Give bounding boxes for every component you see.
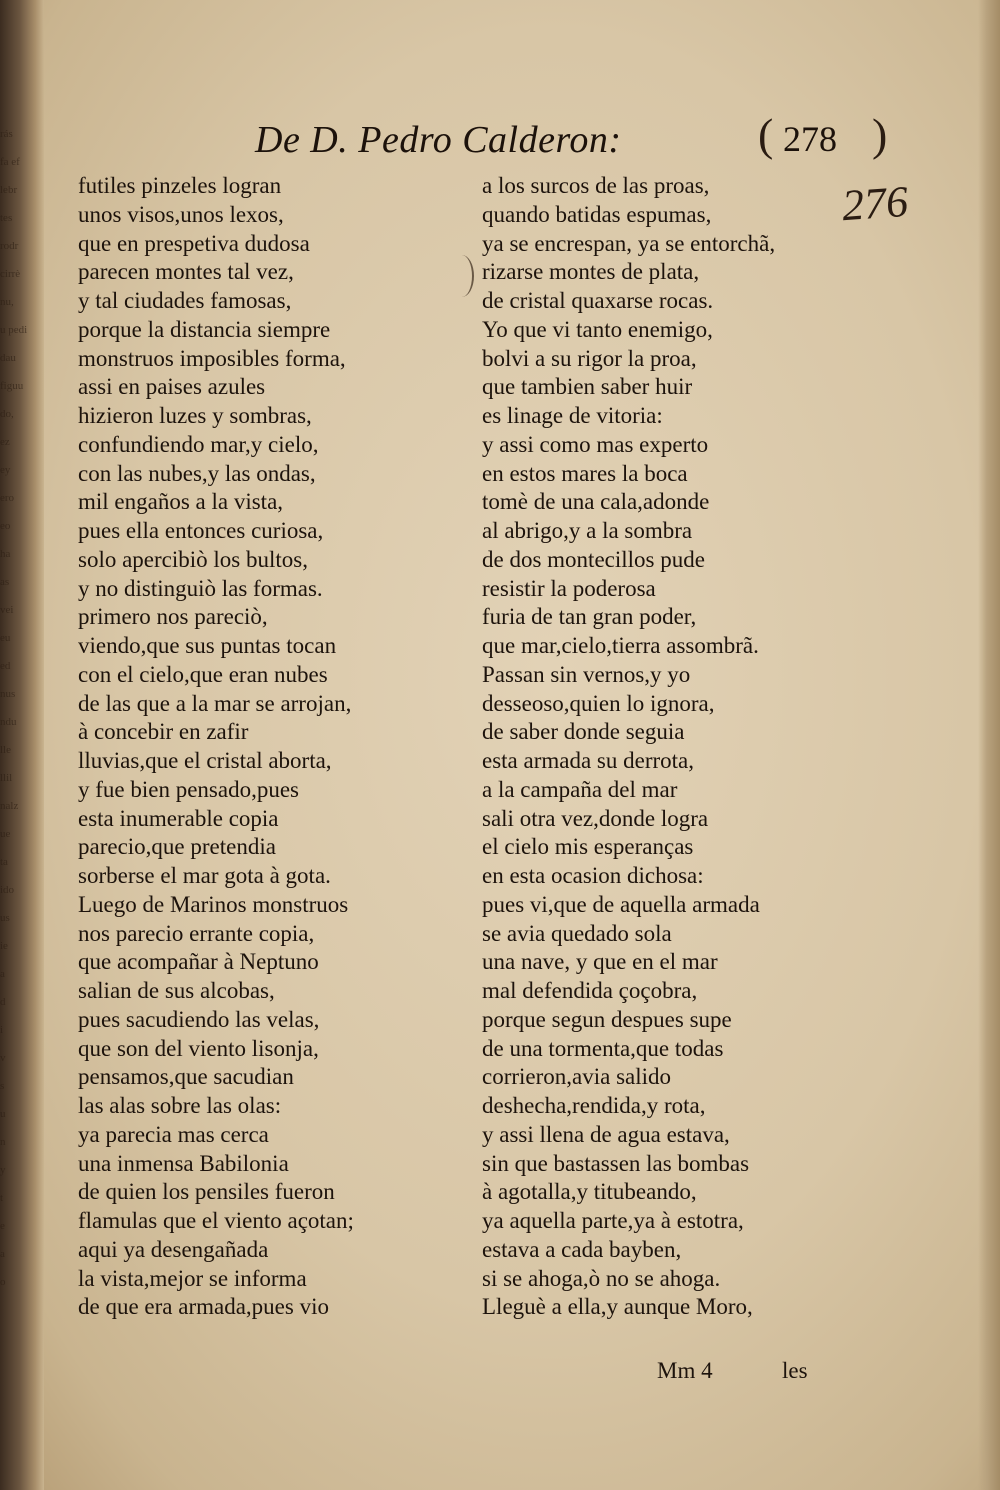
gutter-fragment: eo	[0, 520, 11, 532]
verse-line: sali otra vez,donde logra	[482, 805, 709, 831]
verse-line: de saber donde seguia	[482, 719, 685, 745]
verse-line: porque la distancia siempre	[78, 316, 331, 342]
gutter-fragment: u	[0, 1108, 6, 1120]
verse-line: nos parecio errante copia,	[78, 920, 315, 946]
gutter-fragment: vei	[0, 604, 14, 616]
gutter-fragment: nalz	[0, 800, 19, 812]
gutter-fragment: rodr	[0, 240, 19, 252]
running-head: De D. Pedro Calderon:	[255, 119, 622, 161]
verse-line: resistir la poderosa	[482, 575, 656, 601]
verse-line: de una tormenta,que todas	[482, 1035, 724, 1061]
verse-line: y no distinguiò las formas.	[78, 575, 323, 601]
verse-line: quando batidas espumas,	[482, 201, 712, 227]
verse-line: se avia quedado sola	[482, 920, 672, 946]
gutter-fragment: ie	[0, 940, 8, 952]
verse-line: que tambien saber huir	[482, 374, 693, 400]
verse-line: pues sacudiendo las velas,	[78, 1006, 320, 1032]
verse-line: assi en paises azules	[78, 374, 266, 400]
verse-line: y assi llena de agua estava,	[482, 1121, 730, 1147]
verse-line: rizarse montes de plata,	[482, 259, 700, 285]
verse-line: à concebir en zafir	[78, 719, 249, 745]
left-text-column	[78, 172, 433, 1322]
verse-line: ya se encrespan, ya se entorchã,	[482, 230, 776, 256]
verse-line: que acompañar à Neptuno	[78, 949, 319, 975]
gutter-fragment: dau	[0, 352, 16, 364]
gutter-fragment: nus	[0, 688, 16, 700]
gutter-fragment: a	[0, 1248, 5, 1260]
handwritten-folio-number: 276	[840, 176, 910, 231]
verse-line: las alas sobre las olas:	[78, 1093, 282, 1118]
verse-line: esta armada su derrota,	[482, 748, 695, 773]
verse-line: que son del viento lisonja,	[78, 1035, 319, 1061]
gutter-fragment: do,	[0, 408, 14, 420]
verse-line: de que era armada,pues vio	[78, 1294, 329, 1320]
verse-line: estava a cada bayben,	[482, 1236, 682, 1262]
verse-line: pensamos,que sacudian	[78, 1064, 294, 1090]
gutter-fragment: t	[0, 1192, 4, 1204]
verse-line: con las nubes,y las ondas,	[78, 460, 316, 486]
verse-line: parecen montes tal vez,	[78, 259, 294, 285]
verse-line: en esta ocasion dichosa:	[482, 863, 704, 888]
verse-line: desseoso,quien lo ignora,	[482, 690, 715, 716]
verse-line: confundiendo mar,y cielo,	[78, 431, 319, 457]
gutter-fragment: ue	[0, 828, 11, 840]
verse-line: la vista,mejor se informa	[78, 1265, 307, 1291]
page-edge	[978, 0, 1000, 1490]
gutter-fragment: d	[0, 996, 6, 1008]
gutter-fragment: cirrè	[0, 268, 21, 280]
verse-line: pues ella entonces curiosa,	[78, 518, 324, 543]
gutter-fragment: ey	[0, 464, 11, 476]
gutter-fragment: llil	[0, 772, 13, 784]
verse-line: mal defendida çoçobra,	[482, 978, 698, 1003]
gutter-fragment: figuu	[0, 380, 24, 392]
verse-line: en estos mares la boca	[482, 460, 688, 486]
facing-page-fragments	[0, 120, 30, 1370]
verse-line: bolvi a su rigor la proa,	[482, 345, 697, 371]
gutter-fragment: ero	[0, 492, 15, 504]
gutter-fragment: ed	[0, 660, 11, 672]
verse-line: es linage de vitoria:	[482, 403, 663, 428]
gutter-fragment: o	[0, 1276, 6, 1288]
verse-line: monstruos imposibles forma,	[78, 345, 346, 371]
gutter-fragment: as	[0, 576, 10, 588]
verse-line: ya parecia mas cerca	[78, 1121, 269, 1147]
gutter-fragment: lebr	[0, 184, 18, 196]
verse-line: deshecha,rendida,y rota,	[482, 1093, 706, 1118]
verse-line: de dos montecillos pude	[482, 546, 705, 572]
gutter-fragment: ha	[0, 548, 11, 560]
verse-line: Lleguè a ella,y aunque Moro,	[482, 1294, 753, 1320]
verse-line: ya aquella parte,ya à estotra,	[482, 1208, 744, 1233]
handwritten-paren-right: )	[872, 109, 888, 160]
verse-line: de cristal quaxarse rocas.	[482, 288, 714, 313]
verse-line: y fue bien pensado,pues	[78, 776, 299, 802]
gutter-fragment: ndu	[0, 716, 17, 728]
verse-line: sin que bastassen las bombas	[482, 1150, 750, 1176]
gutter-fragment: ido	[0, 884, 15, 896]
verse-line: sorberse el mar gota à gota.	[78, 863, 331, 888]
gutter-fragment: s	[0, 1080, 5, 1092]
verse-line: primero nos pareciò,	[78, 604, 268, 630]
verse-line: hizieron luzes y sombras,	[78, 403, 312, 428]
verse-line: porque segun despues supe	[482, 1006, 732, 1032]
verse-line: una nave, y que en el mar	[482, 949, 718, 975]
verse-line: à agotalla,y titubeando,	[482, 1179, 697, 1205]
verse-line: si se ahoga,ò no se ahoga.	[482, 1265, 721, 1291]
gutter-fragment: ez	[0, 436, 10, 448]
gutter-fragment: u pedi	[0, 324, 28, 336]
right-text-column	[482, 172, 842, 1322]
verse-line: Yo que vi tanto enemigo,	[482, 316, 713, 342]
verse-line: Luego de Marinos monstruos	[78, 891, 349, 917]
verse-line: con el cielo,que eran nubes	[78, 661, 328, 687]
verse-line: aqui ya desengañada	[78, 1236, 269, 1262]
verse-line: que en prespetiva dudosa	[78, 230, 310, 256]
verse-line: pues vi,que de aquella armada	[482, 891, 760, 917]
verse-line: y tal ciudades famosas,	[78, 288, 292, 313]
verse-line: futiles pinzeles logran	[78, 173, 282, 198]
verse-line: corrieron,avia salido	[482, 1064, 672, 1090]
verse-line: a la campaña del mar	[482, 776, 678, 802]
verse-line: furia de tan gran poder,	[482, 604, 697, 630]
gutter-fragment: n	[0, 1136, 6, 1148]
gutter-fragment: ta	[0, 856, 8, 868]
signature-mark: Mm 4	[657, 1358, 713, 1383]
gutter-fragment: tes	[0, 212, 13, 224]
verse-line: que mar,cielo,tierra assombrã.	[482, 633, 759, 658]
verse-line: parecio,que pretendia	[78, 834, 276, 860]
verse-line: y assi como mas experto	[482, 431, 709, 457]
verse-line: esta inumerable copia	[78, 805, 279, 831]
gutter-fragment: y	[0, 1164, 6, 1176]
handwritten-bracket-mark	[450, 255, 474, 297]
verse-line: una inmensa Babilonia	[78, 1150, 289, 1176]
verse-line: a los surcos de las proas,	[482, 173, 710, 198]
verse-line: salian de sus alcobas,	[78, 978, 275, 1003]
verse-line: de quien los pensiles fueron	[78, 1179, 335, 1205]
gutter-fragment: v	[0, 1052, 6, 1064]
verse-line: mil engaños a la vista,	[78, 489, 284, 515]
verse-line: flamulas que el viento açotan;	[78, 1208, 354, 1233]
verse-line: el cielo mis esperanças	[482, 834, 694, 860]
page-number: 278	[783, 119, 837, 159]
verse-line: viendo,que sus puntas tocan	[78, 633, 337, 658]
gutter-fragment: us	[0, 912, 10, 924]
verse-line: al abrigo,y a la sombra	[482, 518, 693, 543]
catchword: les	[782, 1358, 808, 1383]
gutter-fragment: e	[0, 1220, 5, 1232]
verse-line: Passan sin vernos,y yo	[482, 661, 691, 687]
verse-line: unos visos,unos lexos,	[78, 201, 284, 227]
gutter-fragment: a	[0, 968, 5, 980]
verse-line: tomè de una cala,adonde	[482, 489, 710, 515]
binding-gutter	[0, 0, 44, 1490]
gutter-fragment: lle	[0, 744, 11, 756]
gutter-fragment: nu,	[0, 296, 14, 308]
verse-line: de las que a la mar se arrojan,	[78, 690, 352, 716]
gutter-fragment: eu	[0, 632, 11, 644]
gutter-fragment: rás	[0, 128, 13, 140]
gutter-fragment: fa ef	[0, 156, 20, 168]
gutter-fragment: i	[0, 1024, 4, 1036]
handwritten-paren-left: (	[758, 109, 774, 160]
verse-line: lluvias,que el cristal aborta,	[78, 748, 332, 773]
verse-line: solo apercibiò los bultos,	[78, 546, 308, 572]
